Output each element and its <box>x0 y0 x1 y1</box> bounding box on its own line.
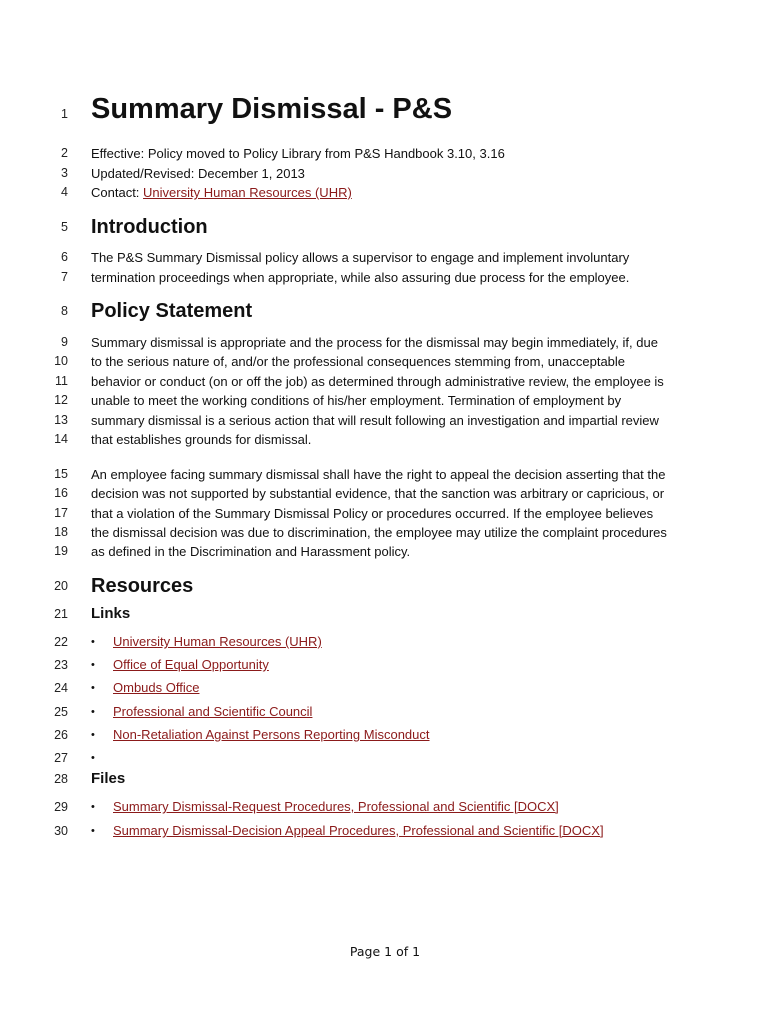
introduction-line: The P&S Summary Dismissal policy allows a supervisor to engage and implement involuntary <box>91 250 630 265</box>
introduction-line: termination proceedings when appropriate, while also assuring due process for the employee. <box>91 270 630 285</box>
bullet-icon: • <box>91 729 95 741</box>
policy-line: the dismissal decision was due to discrimination, the employee may utilize the complaint procedures <box>91 525 667 540</box>
line-number: 4 <box>61 185 68 199</box>
line-number: 22 <box>54 635 68 649</box>
line-number: 21 <box>54 607 68 621</box>
page-footer: Page 1 of 1 <box>349 944 421 959</box>
effective-line: Effective: Policy moved to Policy Library from P&S Handbook 3.10, 3.16 <box>91 146 505 161</box>
bullet-icon: • <box>91 752 95 764</box>
policy-line: decision was not supported by substantial evidence, that the sanction was arbitrary or capricious, or <box>91 486 665 501</box>
line-number: 8 <box>61 304 68 318</box>
line-number: 18 <box>54 525 68 539</box>
line-number: 6 <box>61 250 68 264</box>
file-request-procedures[interactable]: Summary Dismissal-Request Procedures, Professional and Scientific [DOCX] <box>113 799 559 814</box>
line-number: 16 <box>54 486 68 500</box>
resources-heading: Resources <box>91 575 194 597</box>
links-heading: Links <box>91 605 131 622</box>
link-non-retaliation[interactable]: Non-Retaliation Against Persons Reporting Misconduct <box>113 727 430 742</box>
page-title: Summary Dismissal - P&S <box>91 93 453 125</box>
contact-label: Contact: <box>91 185 144 200</box>
policy-line: unable to meet the working conditions of his/her employment. Termination of employment by <box>91 393 622 408</box>
bullet-icon: • <box>91 659 95 671</box>
link-uhr[interactable]: University Human Resources (UHR) <box>113 634 322 649</box>
policy-statement-heading: Policy Statement <box>91 300 253 322</box>
contact-link[interactable]: University Human Resources (UHR) <box>143 185 352 200</box>
line-number: 11 <box>55 374 68 388</box>
line-number: 28 <box>54 772 68 786</box>
line-number: 12 <box>54 393 68 407</box>
policy-line: that a violation of the Summary Dismissal Policy or procedures occurred. If the employee believes <box>91 506 654 521</box>
contact-line <box>91 185 352 200</box>
line-number: 17 <box>54 506 68 520</box>
link-ps-council[interactable]: Professional and Scientific Council <box>113 704 313 719</box>
line-number: 27 <box>54 751 68 765</box>
line-number: 24 <box>54 681 68 695</box>
line-number: 23 <box>54 658 68 672</box>
bullet-icon: • <box>91 682 95 694</box>
line-number: 5 <box>61 220 68 234</box>
line-number: 25 <box>54 705 68 719</box>
line-number: 2 <box>61 146 68 160</box>
line-number: 9 <box>61 335 68 349</box>
link-equal-opportunity[interactable]: Office of Equal Opportunity <box>113 657 269 672</box>
line-number: 19 <box>54 544 68 558</box>
line-number: 26 <box>54 728 68 742</box>
line-number: 14 <box>54 432 68 446</box>
line-number: 3 <box>61 166 68 180</box>
policy-line: to the serious nature of, and/or the professional consequences stemming from, unacceptable <box>91 354 626 369</box>
line-number: 20 <box>54 579 68 593</box>
line-number: 10 <box>54 354 68 368</box>
policy-line: behavior or conduct (on or off the job) as determined through administrative review, the employee is <box>91 374 664 389</box>
policy-line: as defined in the Discrimination and Harassment policy. <box>91 544 411 559</box>
introduction-heading: Introduction <box>91 216 208 238</box>
link-ombuds-office[interactable]: Ombuds Office <box>113 680 200 695</box>
bullet-icon: • <box>91 801 95 813</box>
line-number: 15 <box>54 467 68 481</box>
policy-line: An employee facing summary dismissal shall have the right to appeal the decision asserting that the <box>91 467 666 482</box>
line-number: 13 <box>54 413 68 427</box>
line-number: 30 <box>54 824 68 838</box>
bullet-icon: • <box>91 825 95 837</box>
line-number: 29 <box>54 800 68 814</box>
policy-line: summary dismissal is a serious action that will result following an investigation and impartial review <box>91 413 659 428</box>
file-appeal-procedures[interactable]: Summary Dismissal-Decision Appeal Procedures, Professional and Scientific [DOCX] <box>113 823 604 838</box>
policy-line: that establishes grounds for dismissal. <box>91 432 312 447</box>
line-number: 7 <box>61 270 68 284</box>
bullet-icon: • <box>91 706 95 718</box>
policy-line: Summary dismissal is appropriate and the process for the dismissal may begin immediately, if, due <box>91 335 658 350</box>
line-number: 1 <box>61 107 68 121</box>
bullet-icon: • <box>91 636 95 648</box>
files-heading: Files <box>91 770 126 787</box>
updated-line: Updated/Revised: December 1, 2013 <box>91 166 305 181</box>
